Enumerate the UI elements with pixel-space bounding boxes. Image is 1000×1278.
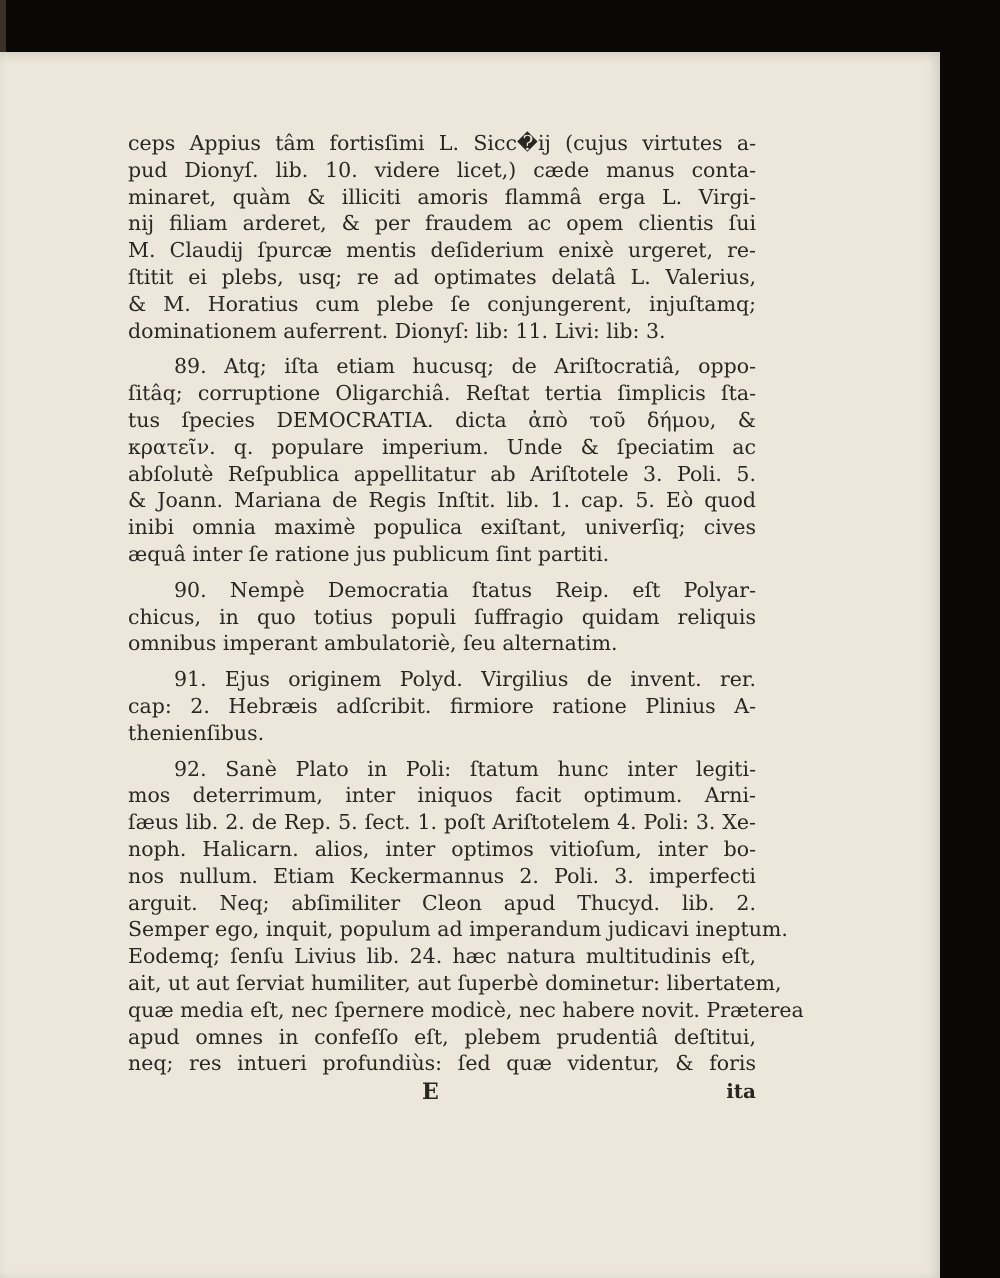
text-line: κρατεῖν. q. populare imperium. Unde & ſpeciatim ac [128,434,756,459]
text-line: Semper ego, inquit, populum ad imperandum judicavi ineptum. [128,917,788,942]
paragraph-89 [128,353,756,567]
catchword: ita [726,1079,756,1104]
text-line: apud omnes in confeſſo eſt, plebem prudentiâ deſtitui, [128,1024,756,1049]
text-line: M. Claudij ſpurcæ mentis deſiderium enixè urgeret, re- [128,238,756,263]
text-line: ſæus lib. 2. de Rep. 5. ſect. 1. poſt Ariſtotelem 4. Poli: 3. Xe- [128,810,756,835]
text-line: pud Dionyſ. lib. 10. videre licet,) cæde manus conta- [128,157,756,182]
text-line: 91. Ejus originem Polyd. Virgilius de invent. rer. [174,667,756,692]
paragraph-92 [128,756,804,1078]
text-line: ſtitit ei plebs, usq; re ad optimates delatâ L. Valerius, [128,264,756,289]
text-line: thenienſibus. [128,720,265,745]
text-line: arguit. Neq; abſimiliter Cleon apud Thucyd. lib. 2. [128,890,756,915]
book-page [0,52,940,1278]
text-line: ceps Appius tâm fortisſimi L. Sicc�ij (cujus virtutes a- [128,131,756,155]
signature-mark: E [422,1079,439,1106]
text-line: & Joann. Mariana de Regis Inſtit. lib. 1. cap. 5. Eò quod [128,488,756,513]
text-line: noph. Halicarn. alios, inter optimos vitioſum, inter bo- [128,836,756,861]
text-line: quæ media eſt, nec ſpernere modicè, nec habere novit. Præterea [128,997,804,1022]
text-line: chicus, in quo totius populi ſuffragio quidam reliquis [128,604,756,629]
text-line: Eodemq; ſenſu Livius lib. 24. hæc natura multitudinis eſt, [128,944,756,969]
text-line: 92. Sanè Plato in Poli: ſtatum hunc inter legiti- [174,756,756,781]
text-line: minaret, quàm & illiciti amoris flammâ erga L. Virgi- [128,184,756,209]
text-line: nij filiam arderet, & per fraudem ac opem clientis ſui [128,211,756,236]
text-line: cap: 2. Hebræis adſcribit. firmiore ratione Plinius A- [128,693,756,718]
text-line: dominationem auferrent. Dionyſ: lib: 11. Livi: lib: 3. [128,318,666,343]
text-line: tus ſpecies DEMOCRATIA. dicta ἀπὸ τοῦ δήμου, & [128,407,756,432]
text-line: omnibus imperant ambulatoriè, ſeu alternatim. [128,631,618,656]
text-line: ait, ut aut ſerviat humiliter, aut ſuperbè dominetur: libertatem, [128,970,782,995]
page-edge [0,0,6,52]
paragraph-continuation [128,130,756,344]
text-line: 89. Atq; iſta etiam hucusq; de Ariſtocratiâ, oppo- [174,354,756,379]
text-line: mos deterrimum, inter iniquos facit optimum. Arni- [128,783,756,808]
text-line: nos nullum. Etiam Keckermannus 2. Poli. 3. imperfecti [128,863,756,888]
text-block [128,130,804,1107]
text-line: æquâ inter ſe ratione jus publicum ſint partiti. [128,541,610,566]
text-line: 90. Nempè Democratia ſtatus Reip. eſt Polyar- [174,577,756,602]
page-footer [128,1079,756,1107]
text-line: & M. Horatius cum plebe ſe conjungerent, injuſtamq; [128,291,756,316]
text-line: ſitâq; corruptione Oligarchiâ. Reſtat tertia ſimplicis ſta- [128,381,756,406]
paragraph-91 [128,666,756,746]
text-line: abſolutè Reſpublica appellitatur ab Ariſtotele 3. Poli. 5. [128,461,756,486]
paragraph-90 [128,577,756,657]
text-line: neq; res intueri profundiùs: ſed quæ videntur, & foris [128,1051,756,1076]
text-line: inibi omnia maximè populica exiſtant, univerſiq; cives [128,515,756,540]
